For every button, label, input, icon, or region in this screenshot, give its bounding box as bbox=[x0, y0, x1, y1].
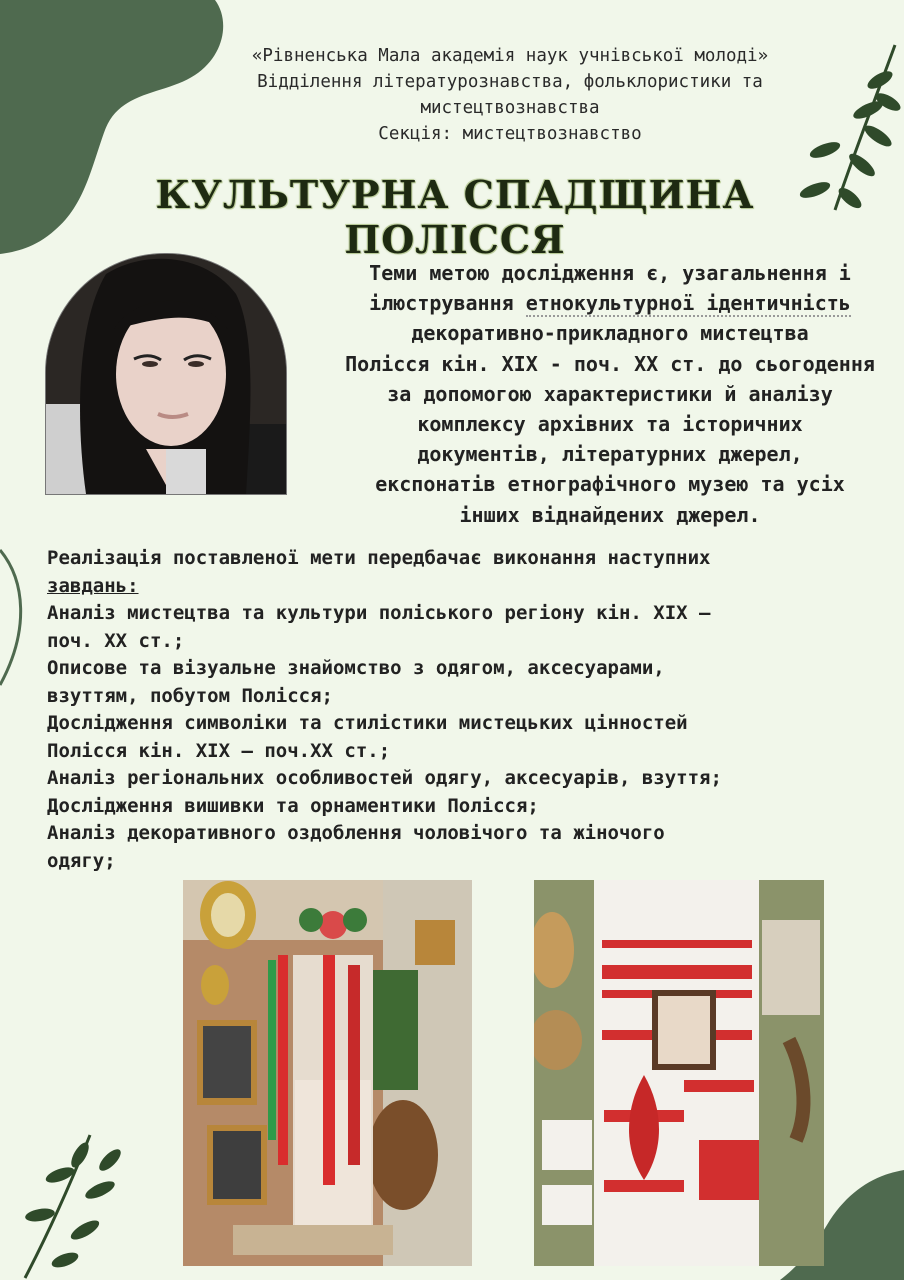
header-line-department-cont: мистецтвознавства bbox=[420, 98, 600, 118]
header-line-section: Секція: мистецтвознавство bbox=[378, 124, 642, 144]
tasks-list bbox=[47, 545, 877, 875]
header-line-academy: «Рівненська Мала академія наук учнівської молоді» bbox=[251, 46, 769, 66]
tasks-heading: завдань: bbox=[47, 574, 139, 597]
museum-towels-photo bbox=[534, 880, 824, 1266]
list-item: Описове та візуальне знайомство з одягом, аксесуарами, bbox=[47, 657, 665, 679]
goal-line bbox=[325, 288, 895, 318]
research-goal-paragraph bbox=[325, 258, 895, 530]
goal-line: Полісся кін. ХІХ - поч. ХХ ст. до сьогодення bbox=[345, 351, 875, 376]
leaf-branch-icon bbox=[10, 1130, 140, 1280]
page-title: КУЛЬТУРНА СПАДЩИНА ПОЛІССЯ bbox=[155, 172, 755, 262]
goal-line: декоративно-прикладного мистецтва bbox=[411, 321, 809, 346]
goal-line: інших віднайдених джерел. bbox=[459, 502, 761, 527]
header-line-department: Відділення літературознавства, фольклористики та bbox=[257, 72, 763, 92]
goal-line: комплексу архівних та історичних bbox=[417, 412, 803, 437]
left-curve-decoration bbox=[0, 540, 40, 700]
list-item: Аналіз мистецтва та культури поліського регіону кін. ХІХ – bbox=[47, 602, 711, 624]
list-item-cont: взуттям, побутом Полісся; bbox=[47, 684, 333, 707]
list-item-cont: Полісся кін. ХІХ – поч.ХХ ст.; bbox=[47, 739, 391, 762]
list-item: Аналіз регіональних особливостей одягу, аксесуарів, взуття; bbox=[47, 767, 722, 789]
list-item-cont: одягу; bbox=[47, 849, 116, 872]
museum-costume-photo bbox=[183, 880, 472, 1266]
goal-line: експонатів етнографічного музею та усіх bbox=[375, 472, 845, 497]
goal-line-part: етнокультурної ідентичність bbox=[525, 291, 851, 316]
list-item: Дослідження символіки та стилістики мистецьких цінностей bbox=[47, 712, 688, 734]
list-item-cont: поч. ХХ ст.; bbox=[47, 629, 185, 652]
goal-line: за допомогою характеристики й аналізу bbox=[387, 381, 833, 406]
list-item: Аналіз декоративного оздоблення чоловічого та жіночого bbox=[47, 822, 665, 844]
institution-header bbox=[200, 43, 820, 147]
author-portrait bbox=[45, 253, 287, 495]
list-item: Дослідження вишивки та орнаментики Полісся; bbox=[47, 794, 539, 817]
goal-line: документів, літературних джерел, bbox=[417, 442, 803, 467]
goal-line: Теми метою дослідження є, узагальнення і bbox=[369, 261, 851, 285]
goal-line-part: ілюстрування bbox=[369, 291, 526, 316]
tasks-intro: Реалізація поставленої мети передбачає виконання наступних bbox=[47, 547, 711, 569]
